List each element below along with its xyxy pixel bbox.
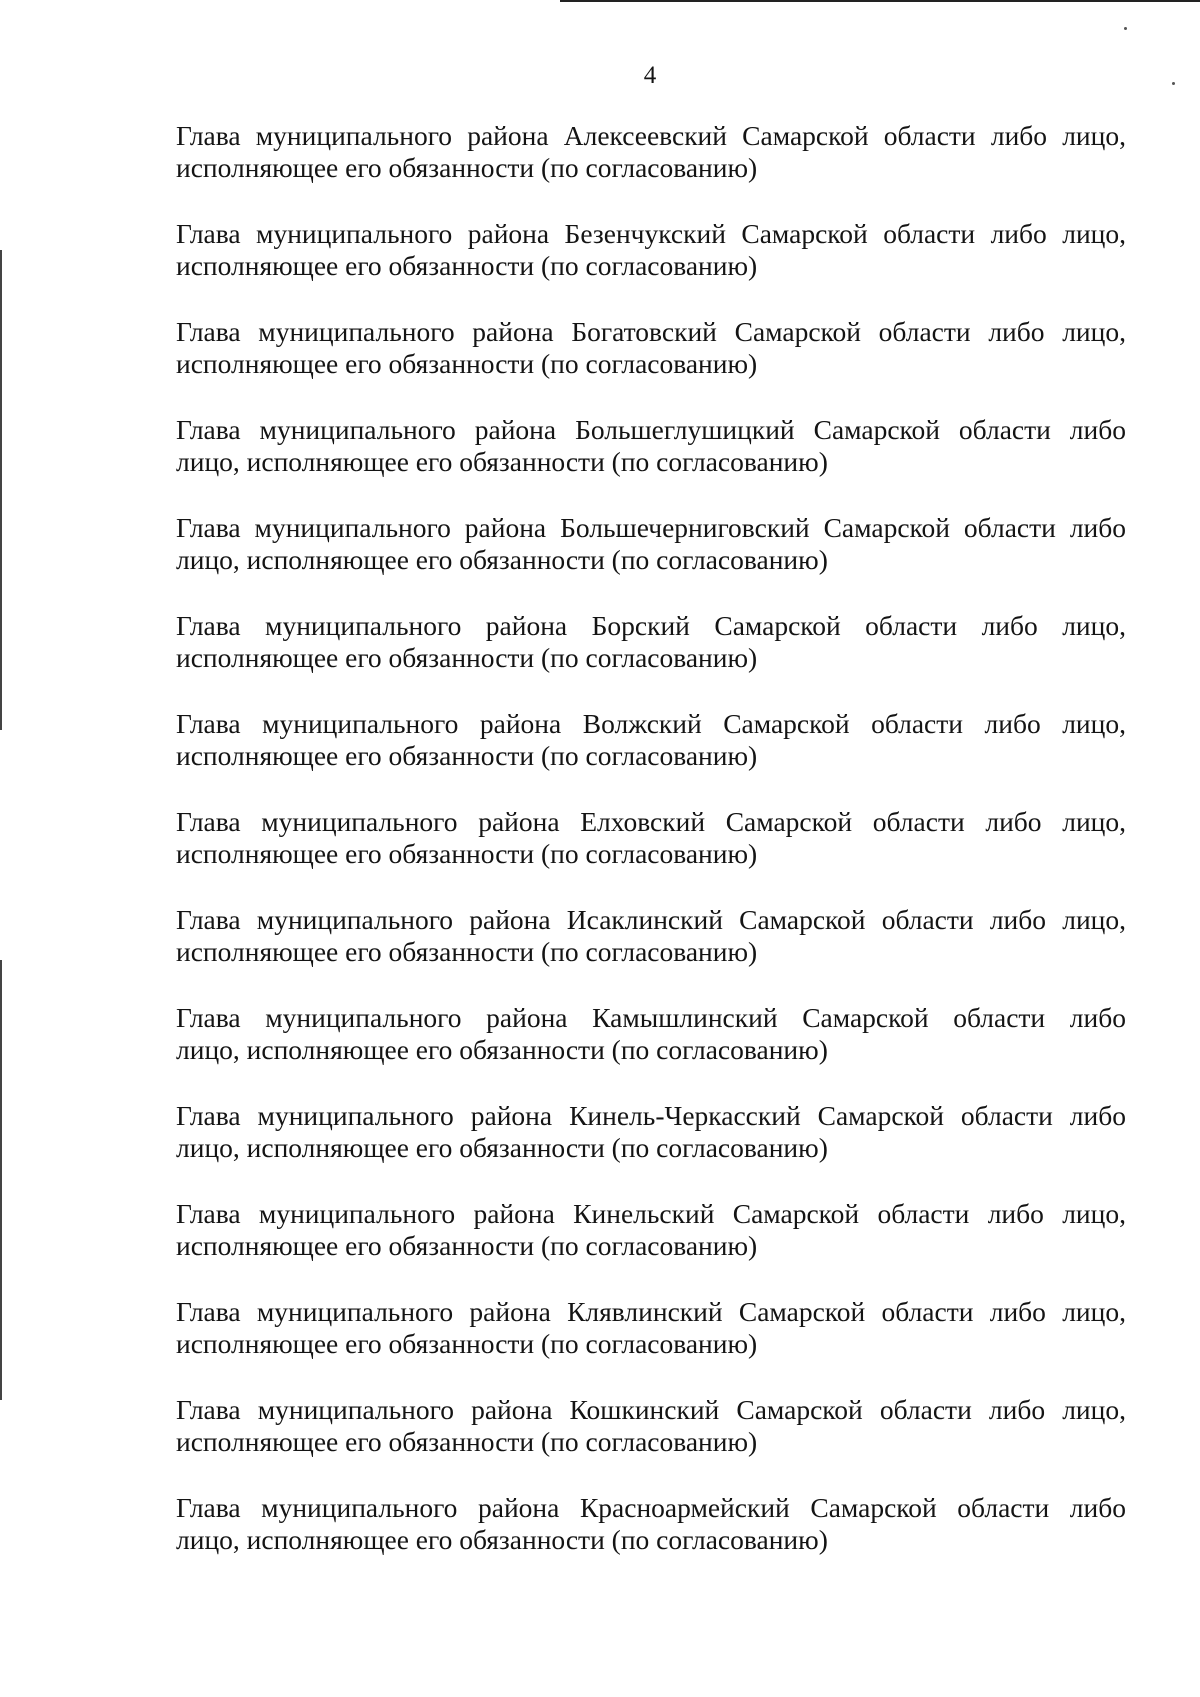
entry-line: Глава муниципального района Волжский Самарской области либо лицо, <box>176 708 1126 739</box>
entry-line: Глава муниципального района Кинельский Самарской области либо лицо, <box>176 1198 1126 1229</box>
entry-line: Глава муниципального района Клявлинский Самарской области либо лицо, <box>176 1296 1126 1327</box>
entry <box>176 1198 1126 1262</box>
entry-line: Глава муниципального района Алексеевский Самарской области либо лицо, <box>176 120 1126 151</box>
entry-line: Глава муниципального района Борский Самарской области либо лицо, <box>176 610 1126 641</box>
entry <box>176 1100 1126 1164</box>
entry-line: лицо, исполняющее его обязанности (по согласованию) <box>176 446 828 477</box>
scan-edge-left <box>0 960 2 1400</box>
entry <box>176 806 1126 870</box>
entry <box>176 610 1126 674</box>
page-number: 4 <box>643 62 657 89</box>
scan-speck <box>1124 27 1127 30</box>
entry-line: исполняющее его обязанности (по согласованию) <box>176 642 758 673</box>
entry-line: исполняющее его обязанности (по согласованию) <box>176 1230 758 1261</box>
entry-line: исполняющее его обязанности (по согласованию) <box>176 838 758 869</box>
entry <box>176 512 1126 576</box>
entry-line: Глава муниципального района Елховский Самарской области либо лицо, <box>176 806 1126 837</box>
entry-line: лицо, исполняющее его обязанности (по согласованию) <box>176 544 828 575</box>
entry-line: Глава муниципального района Большеглушицкий Самарской области либо <box>176 414 1126 445</box>
entry <box>176 316 1126 380</box>
entry-line: Глава муниципального района Безенчукский Самарской области либо лицо, <box>176 218 1126 249</box>
scan-edge-left <box>0 250 2 730</box>
entry-line: лицо, исполняющее его обязанности (по согласованию) <box>176 1132 828 1163</box>
entry-line: лицо, исполняющее его обязанности (по согласованию) <box>176 1034 828 1065</box>
entry-line: Глава муниципального района Богатовский Самарской области либо лицо, <box>176 316 1126 347</box>
entry-line: Глава муниципального района Кинель-Черкасский Самарской области либо <box>176 1100 1126 1131</box>
entry-line: исполняющее его обязанности (по согласованию) <box>176 348 758 379</box>
entry <box>176 1492 1126 1556</box>
entry-line: исполняющее его обязанности (по согласованию) <box>176 740 758 771</box>
scan-edge-top <box>560 0 1200 2</box>
entry-line: исполняющее его обязанности (по согласованию) <box>176 152 758 183</box>
entry <box>176 120 1126 184</box>
entry <box>176 1002 1126 1066</box>
entry-line: лицо, исполняющее его обязанности (по согласованию) <box>176 1524 828 1555</box>
entry <box>176 414 1126 478</box>
entry-line: Глава муниципального района Исаклинский Самарской области либо лицо, <box>176 904 1126 935</box>
entry-line: исполняющее его обязанности (по согласованию) <box>176 1328 758 1359</box>
entry-line: Глава муниципального района Кошкинский Самарской области либо лицо, <box>176 1394 1126 1425</box>
entry-line: исполняющее его обязанности (по согласованию) <box>176 936 758 967</box>
entry <box>176 218 1126 282</box>
entry-line: исполняющее его обязанности (по согласованию) <box>176 250 758 281</box>
entries-list <box>176 120 1126 1590</box>
entry-line: Глава муниципального района Красноармейский Самарской области либо <box>176 1492 1126 1523</box>
entry <box>176 1296 1126 1360</box>
entry <box>176 1394 1126 1458</box>
entry-line: исполняющее его обязанности (по согласованию) <box>176 1426 758 1457</box>
entry <box>176 708 1126 772</box>
entry-line: Глава муниципального района Большечерниговский Самарской области либо <box>176 512 1126 543</box>
entry <box>176 904 1126 968</box>
entry-line: Глава муниципального района Камышлинский Самарской области либо <box>176 1002 1126 1033</box>
